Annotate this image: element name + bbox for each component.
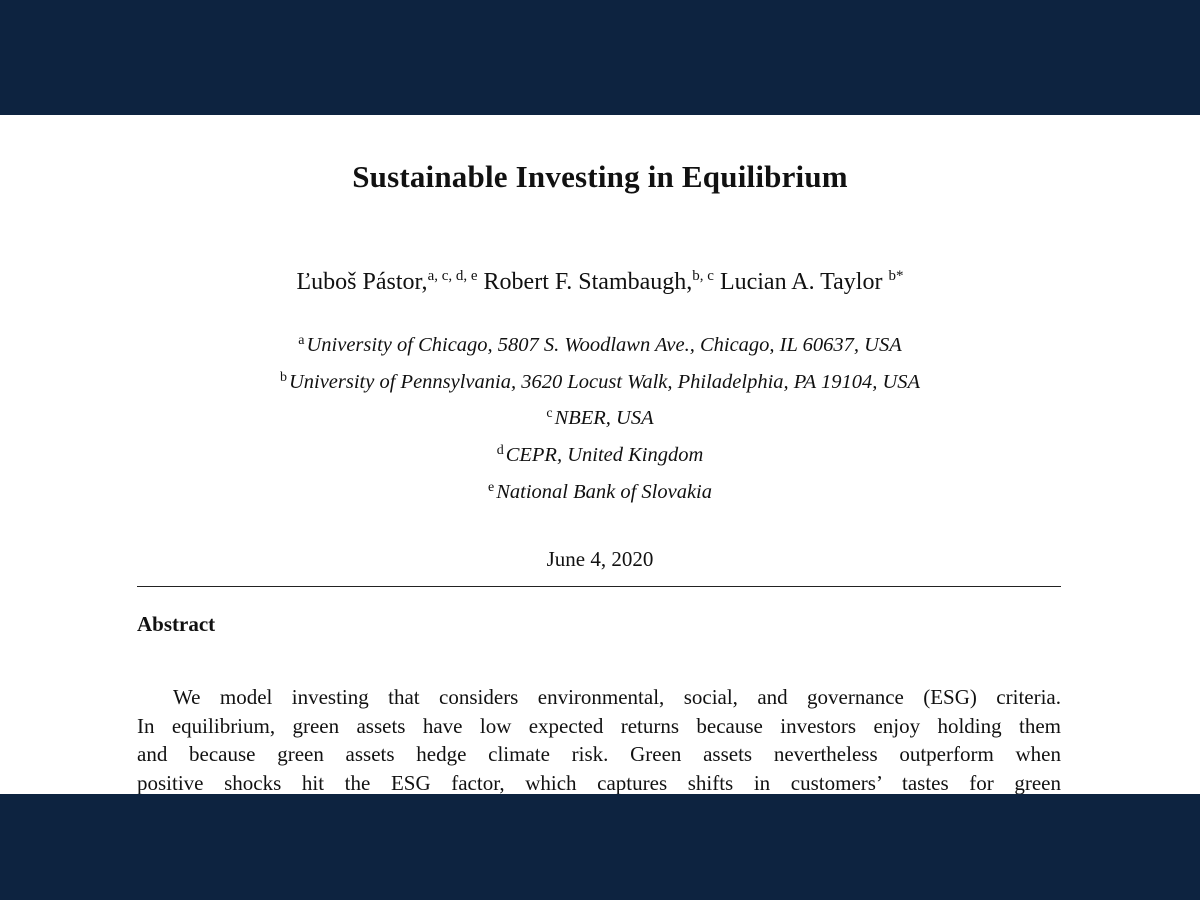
affiliation-line <box>0 481 1200 518</box>
affiliation-text: CEPR, United Kingdom <box>505 444 704 467</box>
paper-title: Sustainable Investing in Equilibrium <box>352 159 848 194</box>
horizontal-rule <box>137 586 1061 587</box>
paper-date: June 4, 2020 <box>546 547 654 571</box>
author-affil-marks: b, c <box>692 268 714 284</box>
author-name: Ľuboš Pástor, <box>296 269 428 295</box>
affiliation-text: University of Pennsylvania, 3620 Locust Walk, Philadelphia, PA 19104, USA <box>288 370 921 393</box>
author-affil-marks: a, c, d, e <box>427 268 478 284</box>
affiliation-line <box>0 371 1200 408</box>
affiliation-text: National Bank of Slovakia <box>496 480 712 503</box>
abstract-heading: Abstract <box>137 612 216 636</box>
abstract-body <box>137 683 1061 794</box>
author-line <box>0 269 1200 296</box>
abstract-line: and because green assets hedge climate risk. Green assets nevertheless outperform when <box>137 742 1061 766</box>
affiliations <box>0 334 1200 517</box>
affiliation-line <box>0 407 1200 444</box>
abstract-line: In equilibrium, green assets have low expected returns because investors enjoy holding them <box>137 713 1061 738</box>
author-name: Lucian A. Taylor <box>719 269 883 295</box>
affiliation-mark: d <box>496 443 504 459</box>
affiliation-mark: e <box>487 479 495 495</box>
affiliation-mark: a <box>298 333 305 348</box>
abstract-line: We model investing that considers environmental, social, and governance (ESG) criteria. <box>173 685 1061 709</box>
author-name: Robert F. Stambaugh, <box>483 269 693 295</box>
affiliation-line <box>0 444 1200 481</box>
affiliation-text: NBER, USA <box>554 407 654 430</box>
affiliation-text: University of Chicago, 5807 S. Woodlawn Ave., Chicago, IL 60637, USA <box>306 334 902 356</box>
affiliation-line <box>0 334 1200 371</box>
abstract-line: positive shocks hit the ESG factor, which captures shifts in customers’ tastes for green <box>137 770 1061 794</box>
affiliation-mark: c <box>546 406 553 422</box>
bottom-frame-band <box>0 794 1200 900</box>
paper-page <box>0 115 1200 794</box>
affiliation-mark: b <box>279 369 287 385</box>
top-frame-band <box>0 0 1200 115</box>
author-affil-marks: b* <box>888 268 904 284</box>
